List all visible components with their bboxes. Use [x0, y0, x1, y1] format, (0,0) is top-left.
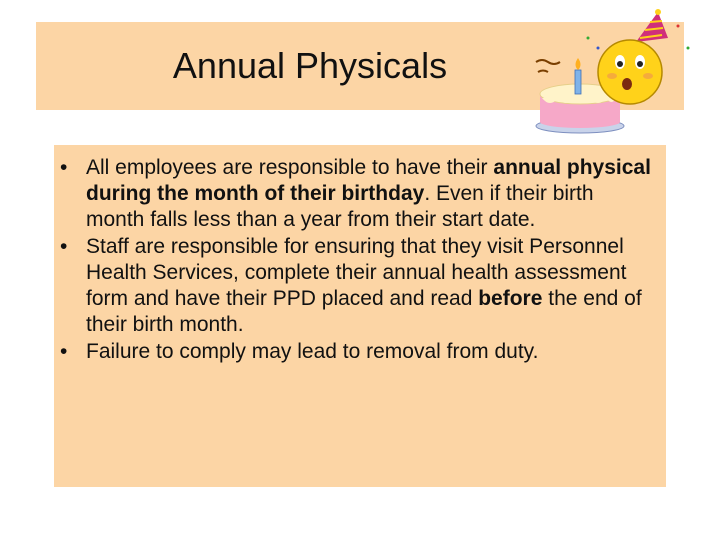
slide-title: Annual Physicals [172, 45, 448, 86]
bullet-text: Staff are responsible for ensuring that they visit Personnel Health Services, complete their annual health assessment form and have their PPD placed and read [86, 235, 627, 310]
bullet-item [86, 234, 652, 338]
bullet-item [86, 339, 652, 365]
bullet-bold-text: before [478, 287, 543, 310]
birthday-cake-smiley-icon [528, 8, 698, 136]
bullet-text: Failure to comply may lead to removal from duty. [86, 340, 539, 363]
bullet-text: . Even if their birth month falls less than a year from their start date. [86, 182, 594, 231]
bullet-item [86, 155, 652, 233]
bullet-text: All employees are responsible to have their [86, 156, 494, 179]
bullet-text: the end of their birth month. [86, 287, 642, 336]
bullet-list [54, 145, 666, 365]
content-box [54, 145, 666, 487]
bullet-bold-text: annual physical during the month of their birthday [86, 156, 651, 205]
